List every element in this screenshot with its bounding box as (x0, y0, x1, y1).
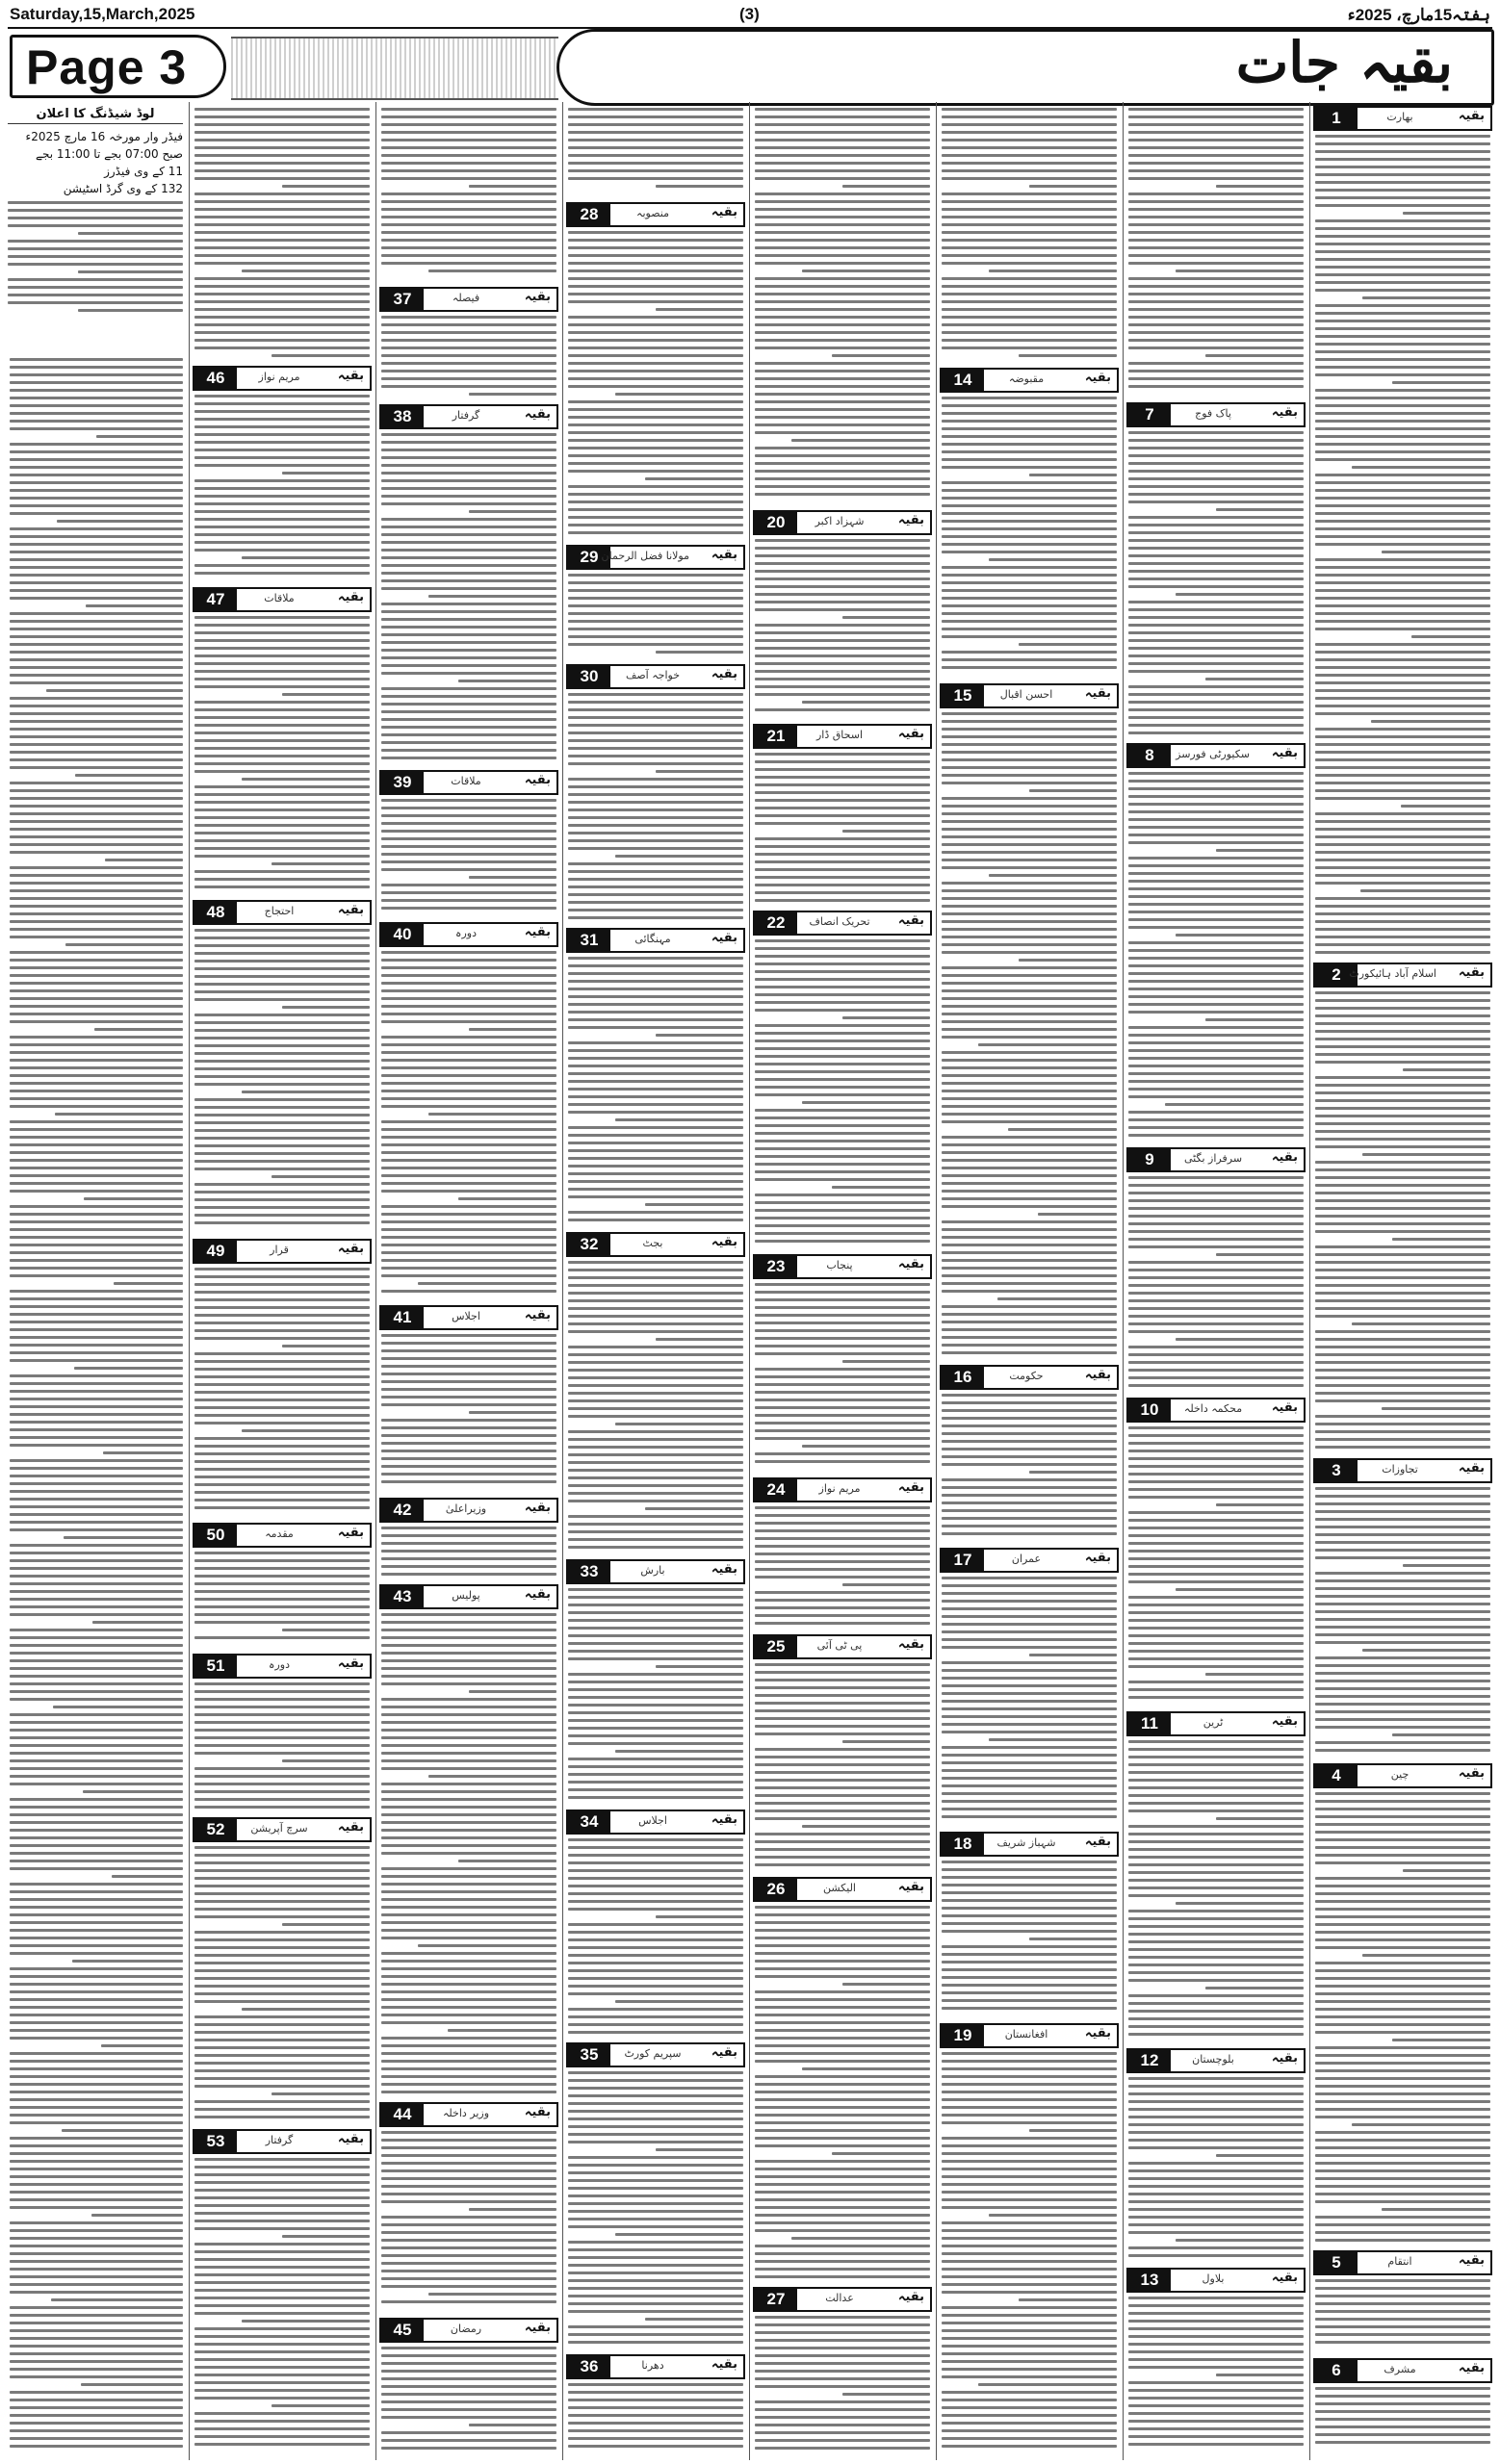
continuation-badge (566, 2354, 745, 2379)
continuation-label: بقیہ (337, 369, 364, 383)
continuation-label: بقیہ (1458, 1461, 1485, 1476)
continuation-badge (1313, 2250, 1492, 2275)
continuation-keyword: دورہ (455, 927, 477, 939)
continuation-label: بقیہ (337, 2132, 364, 2146)
continuation-badge (1126, 402, 1306, 427)
continuation-number: 1 (1315, 108, 1358, 129)
continuation-keyword: مریم نواز (818, 1482, 861, 1495)
continuation-label: بقیہ (524, 773, 551, 787)
continuation-label: بقیہ (897, 1637, 924, 1652)
article-text-body (1128, 108, 1304, 398)
continuation-number: 25 (755, 1636, 797, 1657)
article-text-body (1128, 772, 1304, 1143)
article-text-body (381, 433, 556, 766)
continuation-keyword: منصوبہ (636, 207, 669, 219)
article-text-body (1128, 2297, 1304, 2454)
continuation-keyword: فیصلہ (452, 292, 480, 304)
article-text-body (568, 2071, 743, 2350)
article-text-body (1128, 1740, 1304, 2044)
continuation-label: بقیہ (711, 667, 737, 681)
column-separator (189, 102, 190, 2460)
continuation-number: 37 (381, 289, 424, 310)
continuation-keyword: ملاقات (451, 775, 481, 787)
continuation-badge (753, 1254, 932, 1279)
article-text-body (755, 108, 930, 506)
continuation-badge (1313, 1763, 1492, 1788)
continuation-keyword: پنجاب (826, 1259, 853, 1271)
continuation-keyword: احتجاج (264, 905, 295, 917)
continuation-number: 35 (568, 2044, 610, 2066)
continuation-badge (193, 1239, 372, 1264)
continuation-keyword: محکمہ داخلہ (1183, 1402, 1243, 1415)
continuation-keyword: سرچ آپریشن (250, 1822, 308, 1835)
continuation-label: بقیہ (1271, 1400, 1298, 1415)
continuation-number: 44 (381, 2104, 424, 2125)
continuation-badge (753, 1877, 932, 1902)
continuation-label: بقیہ (897, 913, 924, 928)
continuation-badge (379, 1498, 558, 1523)
continuation-number: 27 (755, 2289, 797, 2310)
continuation-badge (566, 664, 745, 689)
continuation-badge (940, 1365, 1119, 1390)
continuation-number: 28 (568, 204, 610, 225)
masthead-strip (0, 0, 1500, 27)
continuation-number: 2 (1315, 964, 1358, 986)
notice-line: 132 کے وی گرڈ اسٹیشن (63, 182, 183, 195)
page-label-box (10, 35, 226, 98)
continuation-label: بقیہ (524, 290, 551, 304)
article-text-body (568, 693, 743, 924)
article-text-body (1128, 431, 1304, 739)
continuation-label: بقیہ (1084, 371, 1111, 385)
loadshedding-notice (8, 106, 183, 352)
continuation-keyword: مقبوضہ (1008, 372, 1045, 385)
continuation-label: بقیہ (1458, 2361, 1485, 2375)
continuation-label: بقیہ (1271, 746, 1298, 760)
article-text-body (755, 1506, 930, 1630)
continuation-number: 53 (194, 2131, 237, 2152)
continuation-number: 22 (755, 912, 797, 934)
article-text-body (381, 1527, 556, 1580)
article-text-body (1315, 2387, 1490, 2454)
continuation-number: 40 (381, 924, 424, 945)
continuation-badge (379, 287, 558, 312)
continuation-number: 16 (942, 1367, 984, 1388)
continuation-badge (753, 510, 932, 535)
continuation-keyword: ملاقات (264, 592, 295, 604)
continuation-badge (940, 2023, 1119, 2048)
continuation-badge (1313, 962, 1492, 988)
continuation-label: بقیہ (524, 407, 551, 422)
article-text-body (755, 2316, 930, 2454)
column-separator (1309, 102, 1310, 2460)
continuation-badge (566, 1559, 745, 1584)
continuation-badge (940, 368, 1119, 393)
continuation-number: 13 (1128, 2270, 1171, 2291)
continuation-number: 19 (942, 2025, 984, 2046)
continuation-badge (193, 900, 372, 925)
continuation-number: 14 (942, 370, 984, 391)
continuation-label: بقیہ (524, 2321, 551, 2335)
continuation-keyword: وزیراعلیٰ (445, 1502, 487, 1515)
continuation-badge (379, 922, 558, 947)
continuation-badge (193, 587, 372, 612)
article-text-body (755, 1906, 930, 2283)
continuation-label: بقیہ (1084, 2026, 1111, 2040)
article-text-body (755, 539, 930, 720)
continuation-keyword: پاک فوج (1195, 407, 1231, 420)
continuation-label: بقیہ (1458, 1766, 1485, 1781)
continuation-keyword: افغانستان (1004, 2028, 1048, 2040)
continuation-label: بقیہ (897, 1880, 924, 1894)
notice-line: صبح 07:00 بجے تا 11:00 بجے (35, 147, 183, 161)
continuation-keyword: ٹرین (1203, 1716, 1224, 1729)
article-text-body (942, 1861, 1117, 2019)
continuation-badge (753, 911, 932, 936)
continuation-number: 45 (381, 2320, 424, 2341)
article-text-body (568, 231, 743, 541)
continuation-label: بقیہ (897, 513, 924, 527)
article-text-body (568, 1588, 743, 1806)
continuation-label: بقیہ (1271, 2051, 1298, 2066)
continuation-keyword: اسحاق ڈار (815, 729, 864, 741)
continuation-keyword: بھارت (1386, 111, 1413, 123)
header-pattern-band (231, 37, 558, 100)
article-text-body (755, 1663, 930, 1873)
continuation-badge (940, 1548, 1119, 1573)
continuation-label: بقیہ (897, 727, 924, 741)
continuation-number: 5 (1315, 2252, 1358, 2273)
continuation-label: بقیہ (1271, 405, 1298, 420)
continuation-label: بقیہ (524, 1308, 551, 1322)
continuation-keyword: پولیس (452, 1589, 480, 1602)
page-number: (3) (739, 5, 760, 23)
article-text-body (942, 108, 1117, 364)
continuation-keyword: بلوچستان (1192, 2053, 1234, 2066)
continuation-number: 47 (194, 589, 237, 610)
continuation-keyword: شہزاد اکبر (815, 515, 865, 527)
column-separator (1123, 102, 1124, 2460)
continuation-number: 52 (194, 1819, 237, 1840)
continuation-badge (566, 928, 745, 953)
continuation-badge (566, 1810, 745, 1835)
continuation-badge (193, 1654, 372, 1679)
continuation-keyword: بارش (640, 1564, 665, 1577)
continuation-label: بقیہ (337, 590, 364, 604)
article-text-body (194, 1268, 370, 1519)
continuation-number: 32 (568, 1234, 610, 1255)
notice-line: فیڈر وار مورخہ 16 مارچ 2025ء (25, 130, 183, 143)
continuation-badge (1126, 743, 1306, 768)
continuation-badge (753, 724, 932, 749)
continuation-label: بقیہ (1458, 965, 1485, 980)
continuation-number: 36 (568, 2356, 610, 2377)
continuation-number: 39 (381, 772, 424, 793)
continuation-label: بقیہ (524, 925, 551, 939)
continuation-label: بقیہ (897, 1257, 924, 1271)
continuation-label: بقیہ (711, 205, 737, 219)
continuation-keyword: گرفتار (265, 2134, 294, 2146)
continuation-number: 9 (1128, 1149, 1171, 1170)
article-text-body (755, 753, 930, 907)
continuation-number: 41 (381, 1307, 424, 1328)
continuation-number: 23 (755, 1256, 797, 1277)
continuation-badge (1313, 1458, 1492, 1483)
continuation-badge (566, 1232, 745, 1257)
continuation-label: بقیہ (711, 2045, 737, 2060)
article-text-body (755, 939, 930, 1250)
continuation-number: 30 (568, 666, 610, 687)
column-separator (375, 102, 376, 2460)
continuation-number: 11 (1128, 1713, 1171, 1734)
continuation-label: بقیہ (711, 1235, 737, 1249)
article-text-body (1315, 135, 1490, 959)
continuation-keyword: مولانا فضل الرحمان (601, 550, 689, 562)
continuation-label: بقیہ (524, 1587, 551, 1602)
continuation-number: 15 (942, 685, 984, 706)
continuation-badge (566, 545, 745, 570)
continuation-label: بقیہ (337, 1526, 364, 1540)
continuation-number: 20 (755, 512, 797, 533)
continuation-number: 42 (381, 1500, 424, 1521)
continuation-number: 24 (755, 1479, 797, 1501)
continuation-number: 26 (755, 1879, 797, 1900)
article-text-body (1128, 1176, 1304, 1394)
article-text-body (942, 397, 1117, 680)
continuation-number: 21 (755, 726, 797, 747)
continuation-keyword: مقدمہ (265, 1527, 294, 1540)
continuation-label: بقیہ (1271, 2271, 1298, 2285)
continuation-label: بقیہ (337, 1656, 364, 1671)
continuation-keyword: خواجہ آصف (625, 669, 681, 681)
continuation-number: 17 (942, 1550, 984, 1571)
continuation-number: 3 (1315, 1460, 1358, 1481)
article-text-body (1315, 2279, 1490, 2354)
notice-line: 11 کے وی فیڈرز (104, 165, 183, 178)
article-text-body (381, 799, 556, 918)
continuation-keyword: حکومت (1009, 1370, 1044, 1382)
page-label: Page 3 (26, 40, 188, 94)
continuation-badge (566, 202, 745, 227)
continuation-badge (379, 2102, 558, 2127)
continuation-badge (379, 404, 558, 429)
article-text-body (381, 2131, 556, 2314)
continuation-badge (379, 770, 558, 795)
column-separator (936, 102, 937, 2460)
article-text-body (1315, 991, 1490, 1454)
article-text-body (194, 108, 370, 362)
continuation-number: 48 (194, 902, 237, 923)
continuation-badge (193, 1523, 372, 1548)
continuation-keyword: چین (1390, 1768, 1409, 1781)
article-text-body (381, 1613, 556, 2098)
continuation-number: 33 (568, 1561, 610, 1582)
continuation-number: 49 (194, 1241, 237, 1262)
continuation-badge (940, 1832, 1119, 1857)
continuation-keyword: دورہ (269, 1658, 290, 1671)
continuation-badge (193, 2129, 372, 2154)
article-text-body (194, 616, 370, 896)
continuation-keyword: بجٹ (642, 1237, 663, 1249)
article-text-body (568, 574, 743, 660)
article-text-body (194, 1552, 370, 1650)
continuation-badge (379, 1305, 558, 1330)
notice-text-body (8, 201, 183, 312)
continuation-label: بقیہ (1084, 1368, 1111, 1382)
continuation-badge (1313, 2358, 1492, 2383)
continuation-number: 29 (568, 547, 610, 568)
article-text-body (942, 1394, 1117, 1544)
article-text-body (194, 2158, 370, 2454)
article-text-body (194, 929, 370, 1235)
continuation-label: بقیہ (337, 903, 364, 917)
continuation-keyword: مہنگائی (634, 933, 671, 945)
continuation-label: بقیہ (1271, 1714, 1298, 1729)
continuation-number: 43 (381, 1586, 424, 1607)
article-text-body (10, 358, 183, 2454)
article-text-body (942, 712, 1117, 1361)
continuation-keyword: عدالت (825, 2292, 854, 2304)
urdu-date: ہفتہ15مارچ، 2025ء (1347, 6, 1490, 24)
continuation-number: 7 (1128, 404, 1171, 425)
continuation-keyword: وزیر داخلہ (442, 2107, 490, 2119)
continuation-number: 46 (194, 368, 237, 389)
continuation-number: 18 (942, 1834, 984, 1855)
article-text-body (381, 108, 556, 283)
continuation-label: بقیہ (711, 2357, 737, 2372)
article-text-body (194, 395, 370, 583)
article-text-body (942, 2052, 1117, 2454)
article-text-body (1128, 1426, 1304, 1707)
continuation-label: بقیہ (1084, 1835, 1111, 1849)
continuation-badge (940, 683, 1119, 708)
continuation-badge (1126, 2048, 1306, 2073)
section-title: بقیہ جات (1235, 30, 1453, 95)
continuation-keyword: سرفراز بگٹی (1183, 1152, 1243, 1165)
continuation-label: بقیہ (897, 1480, 924, 1495)
continuation-badge (379, 2318, 558, 2343)
continuation-badge (753, 1634, 932, 1659)
continuation-keyword: دھرنا (641, 2359, 664, 2372)
continuation-number: 34 (568, 1811, 610, 1833)
continuation-label: بقیہ (711, 548, 737, 562)
continuation-number: 51 (194, 1656, 237, 1677)
continuation-badge (1126, 2268, 1306, 2293)
continuation-badge (1313, 106, 1492, 131)
continuation-keyword: احسن اقبال (999, 688, 1053, 701)
continuation-number: 38 (381, 406, 424, 427)
continuation-number: 4 (1315, 1765, 1358, 1786)
article-text-body (1315, 1792, 1490, 2246)
continuation-keyword: سکیورٹی فورسز (1176, 748, 1250, 760)
continuation-keyword: الیکشن (823, 1882, 856, 1894)
english-date: Saturday,15,March,2025 (10, 5, 195, 23)
continuation-badge (193, 366, 372, 391)
continuation-badge (1126, 1147, 1306, 1172)
article-text-body (1315, 1487, 1490, 1759)
continuation-badge (1126, 1711, 1306, 1736)
continuation-label: بقیہ (1084, 686, 1111, 701)
article-text-body (194, 1846, 370, 2125)
continuation-keyword: تحریک انصاف (809, 915, 870, 928)
continuation-keyword: رمضان (450, 2323, 482, 2335)
continuation-badge (566, 2042, 745, 2067)
continuation-keyword: اجلاس (638, 1814, 667, 1827)
continuation-label: بقیہ (337, 1820, 364, 1835)
continuation-label: بقیہ (711, 931, 737, 945)
continuation-badge (379, 1584, 558, 1609)
article-text-body (568, 2383, 743, 2454)
continuation-keyword: بلاول (1202, 2272, 1225, 2285)
continuation-number: 6 (1315, 2360, 1358, 2381)
article-text-body (381, 951, 556, 1301)
continuation-keyword: سپریم کورٹ (624, 2047, 682, 2060)
continuation-label: بقیہ (897, 2290, 924, 2304)
continuation-keyword: شہباز شریف (996, 1836, 1056, 1849)
continuation-keyword: قرار (270, 1244, 289, 1256)
notice-title: لوڈ شیڈنگ کا اعلان (8, 106, 183, 124)
continuation-keyword: تجاوزات (1382, 1463, 1418, 1476)
continuation-number: 10 (1128, 1399, 1171, 1421)
continuation-keyword: مریم نواز (258, 371, 300, 383)
continuation-keyword: گرفتار (452, 409, 480, 422)
continuation-label: بقیہ (524, 1501, 551, 1515)
article-text-body (1128, 2077, 1304, 2264)
continuation-badge (193, 1817, 372, 1842)
column-separator (749, 102, 750, 2460)
continuation-keyword: انتقام (1387, 2255, 1412, 2268)
continuation-number: 50 (194, 1525, 237, 1546)
article-text-body (568, 957, 743, 1228)
continuation-keyword: اجلاس (452, 1310, 480, 1322)
continuation-label: بقیہ (1271, 1150, 1298, 1165)
article-text-body (568, 1838, 743, 2039)
continuation-keyword: مشرف (1384, 2363, 1416, 2375)
article-text-body (381, 1334, 556, 1494)
continuation-label: بقیہ (711, 1812, 737, 1827)
continuation-label: بقیہ (524, 2105, 551, 2119)
column-separator (562, 102, 563, 2460)
section-title-box (556, 29, 1494, 106)
article-text-body (381, 2347, 556, 2454)
continuation-number: 12 (1128, 2050, 1171, 2071)
continuation-keyword: پی ٹی آئی (816, 1639, 863, 1652)
article-text-body (755, 1283, 930, 1474)
continuation-badge (753, 1477, 932, 1502)
continuation-badge (1126, 1398, 1306, 1423)
article-text-body (568, 108, 743, 198)
continuation-label: بقیہ (1084, 1551, 1111, 1565)
article-text-body (568, 1261, 743, 1555)
continuation-number: 31 (568, 930, 610, 951)
continuation-label: بقیہ (711, 1562, 737, 1577)
continuation-label: بقیہ (337, 1242, 364, 1256)
continuation-number: 8 (1128, 745, 1171, 766)
article-text-body (194, 1682, 370, 1813)
continuation-label: بقیہ (1458, 2253, 1485, 2268)
article-text-body (942, 1577, 1117, 1828)
article-text-body (381, 316, 556, 400)
continuation-badge (753, 2287, 932, 2312)
continuation-keyword: اسلام آباد ہائیکورٹ (1349, 967, 1436, 980)
continuation-label: بقیہ (1458, 109, 1485, 123)
continuation-keyword: عمران (1011, 1553, 1042, 1565)
